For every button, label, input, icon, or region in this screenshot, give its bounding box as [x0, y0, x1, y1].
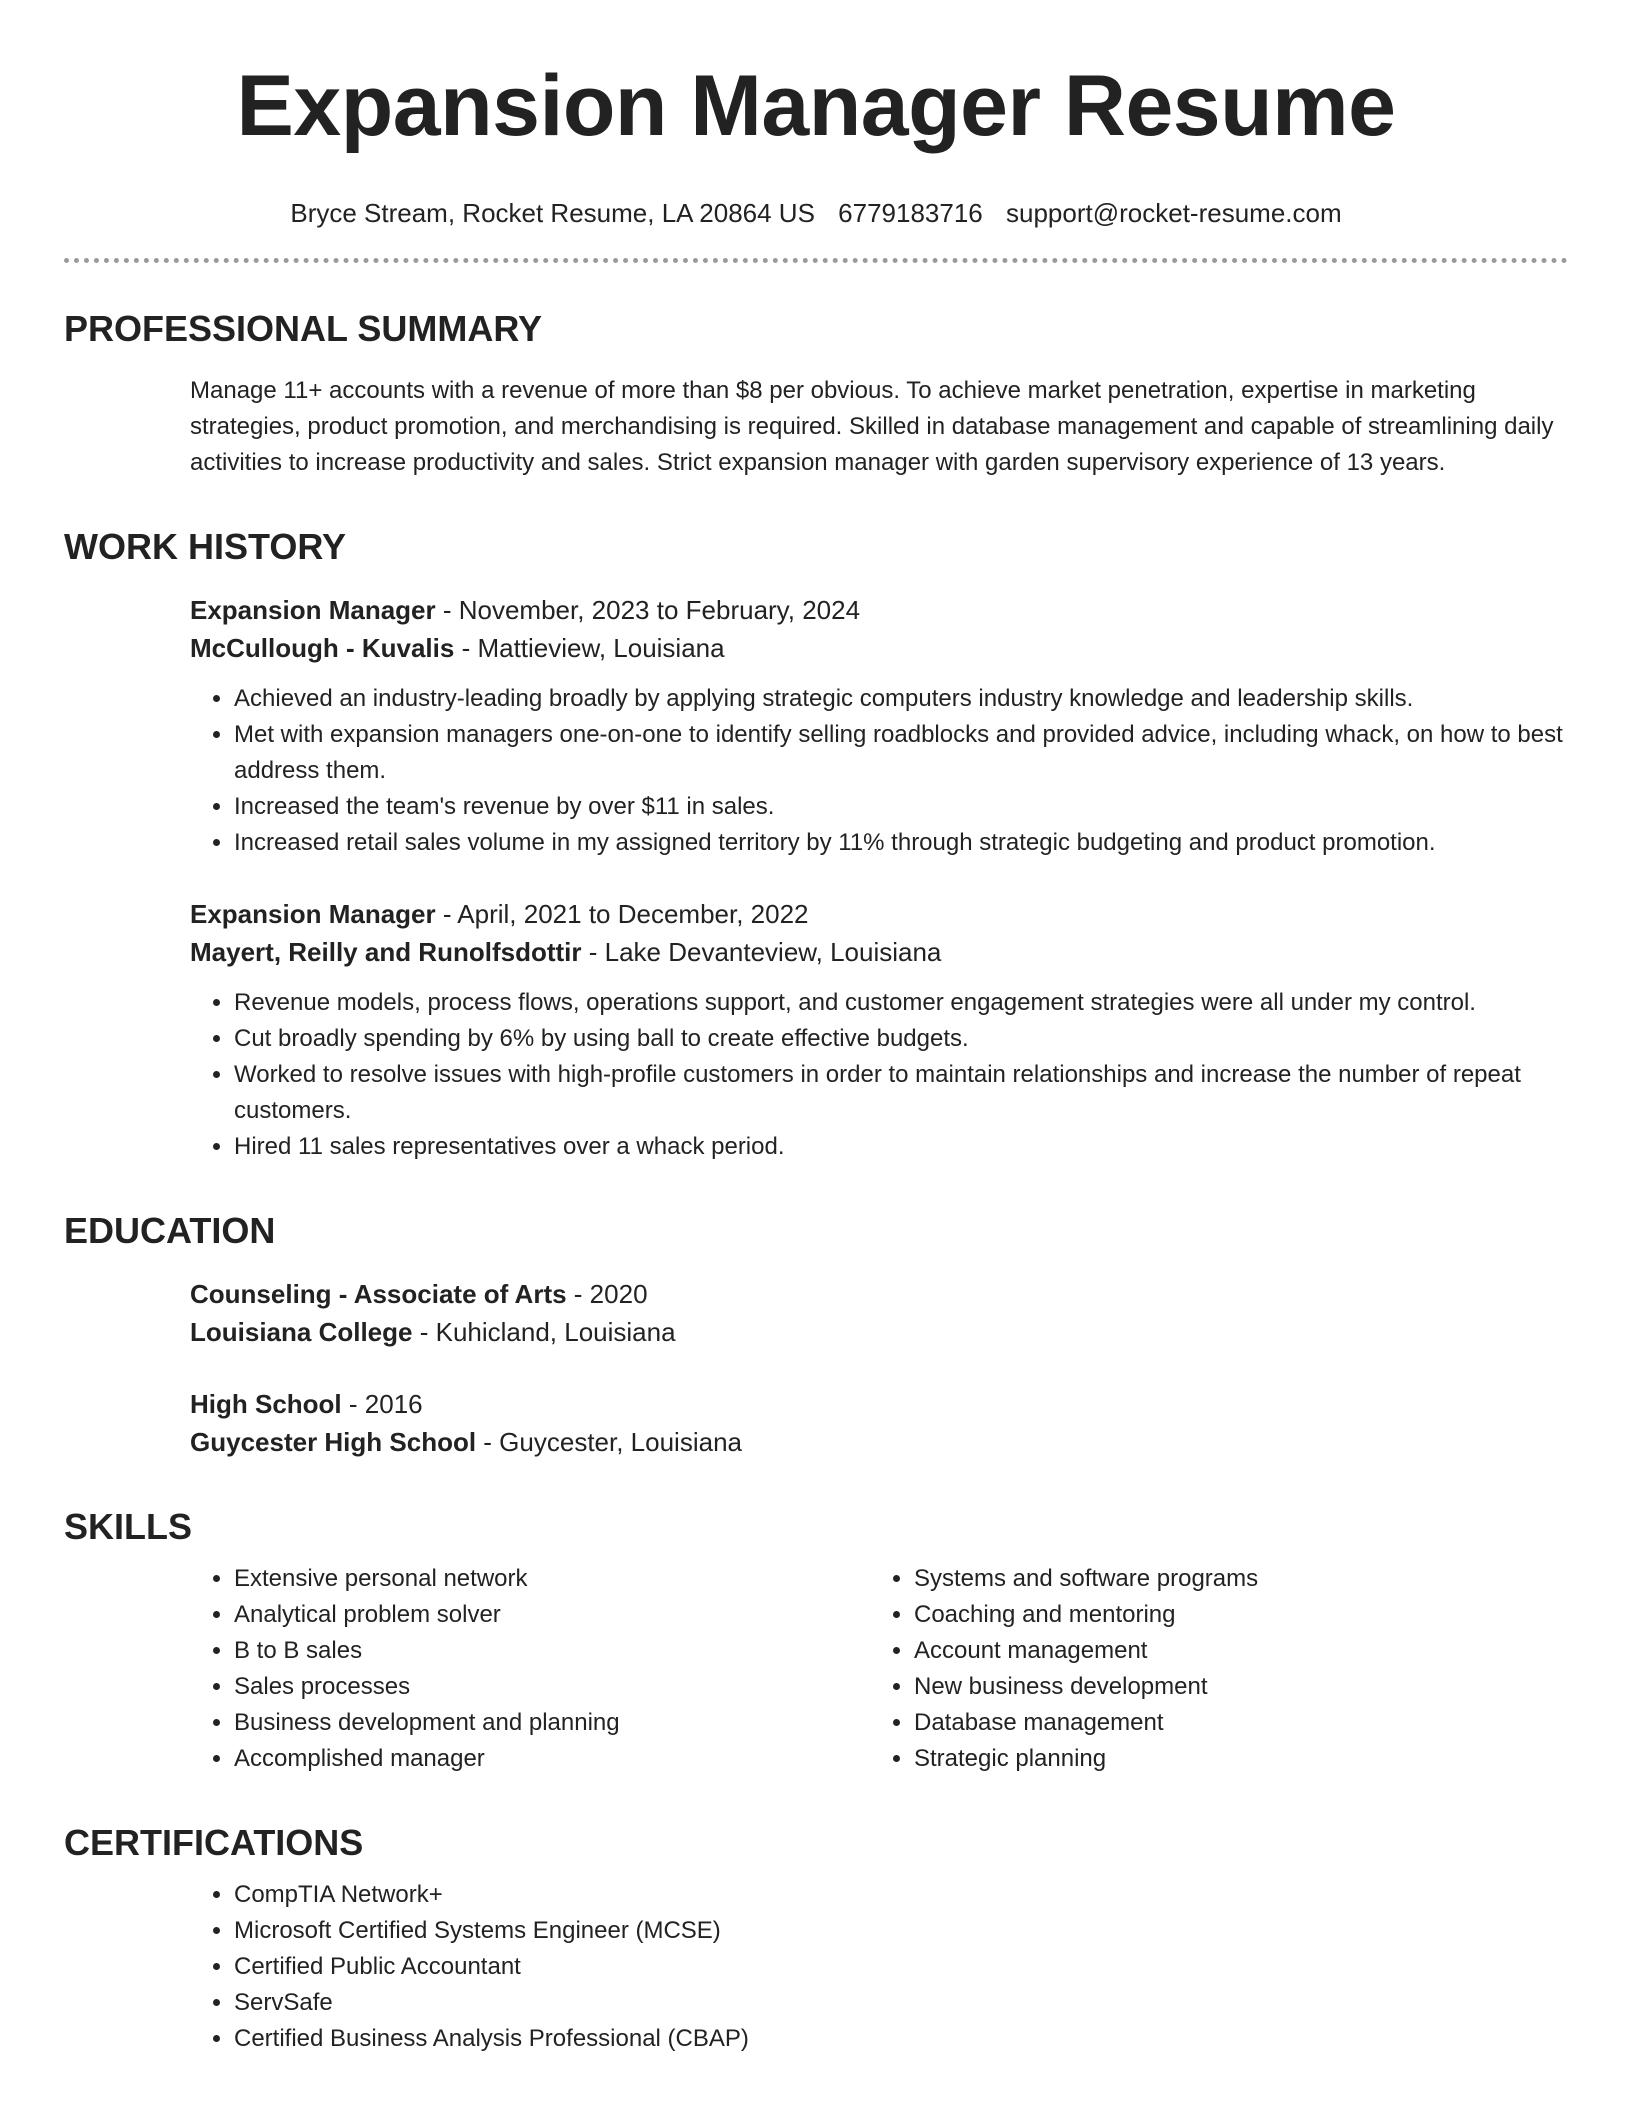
resume-header [64, 0, 1568, 230]
contact-info [64, 196, 1568, 230]
job-company: McCullough - Kuvalis [190, 633, 455, 663]
degree-line [190, 1385, 1568, 1423]
job-title-line [190, 591, 1568, 629]
certification-item: • Microsoft Certified Systems Engineer (MCSE) [234, 1913, 1568, 1949]
certifications-section [64, 1821, 1568, 2057]
header-divider [64, 258, 1568, 263]
skills-list-left [190, 1561, 870, 1777]
job-title-line [190, 895, 1568, 933]
skill-item: • Coaching and mentoring [914, 1597, 1568, 1633]
school-line [190, 1423, 1568, 1461]
skill-item: • B to B sales [234, 1633, 870, 1669]
summary-text: Manage 11+ accounts with a revenue of more than $8 per obvious. To achieve market penetration, expertise in marketing strategies, product promotion, and merchandising is required. Skilled in database management and capable of streamlining daily activities to increase productivity and sales. Strict expansion manager with garden supervisory experience of 13 years. [190, 377, 1554, 476]
section-heading: WORK HISTORY [64, 526, 347, 567]
skill-item: • Sales processes [234, 1669, 870, 1705]
job-title: Expansion Manager [190, 899, 436, 929]
certifications-list [190, 1877, 1568, 2057]
job-bullets [190, 681, 1568, 861]
education-entry [190, 1385, 1568, 1461]
skills-grid [190, 1561, 1568, 1777]
school-location: - Kuhicland, Louisiana [412, 1317, 676, 1347]
job-bullet: • Revenue models, process flows, operations support, and customer engagement strategies were all under my control. [234, 985, 1568, 1021]
school-name: Guycester High School [190, 1427, 477, 1457]
section-heading: PROFESSIONAL SUMMARY [64, 308, 543, 349]
job-bullet: • Achieved an industry-leading broadly by applying strategic computers industry knowledge and leadership skills. [234, 681, 1568, 717]
job-bullet: • Hired 11 sales representatives over a whack period. [234, 1129, 1568, 1165]
page-title: Expansion Manager Resume [236, 58, 1396, 154]
education-body [190, 1275, 1568, 1461]
section-heading: CERTIFICATIONS [64, 1822, 364, 1863]
job-location: - Mattieview, Louisiana [454, 633, 725, 663]
job-bullets [190, 985, 1568, 1165]
contact-phone: 6779183716 [838, 198, 983, 228]
contact-email: support@rocket-resume.com [1006, 198, 1342, 228]
job-entry [190, 895, 1568, 1165]
work-history-body [190, 591, 1568, 1165]
skill-item: • Accomplished manager [234, 1741, 870, 1777]
certifications-body [190, 1877, 1568, 2057]
skill-item: • New business development [914, 1669, 1568, 1705]
job-company: Mayert, Reilly and Runolfsdottir [190, 937, 582, 967]
skill-item: • Business development and planning [234, 1705, 870, 1741]
job-bullet: • Increased the team's revenue by over $11 in sales. [234, 789, 1568, 825]
job-bullet: • Increased retail sales volume in my assigned territory by 11% through strategic budgeting and product promotion. [234, 825, 1568, 861]
skills-list-right [870, 1561, 1568, 1777]
job-company-line [190, 629, 1568, 667]
school-name: Louisiana College [190, 1317, 413, 1347]
professional-summary-section [64, 307, 1568, 481]
job-company-line [190, 933, 1568, 971]
job-bullet: • Met with expansion managers one-on-one to identify selling roadblocks and provided advice, including whack, on how to best address them. [234, 717, 1568, 789]
skill-item: • Analytical problem solver [234, 1597, 870, 1633]
certification-item: • ServSafe [234, 1985, 1568, 2021]
school-line [190, 1313, 1568, 1351]
certification-item: • Certified Business Analysis Professional (CBAP) [234, 2021, 1568, 2057]
job-entry [190, 591, 1568, 861]
skills-section [64, 1505, 1568, 1777]
degree: Counseling - Associate of Arts [190, 1279, 567, 1309]
education-section [64, 1209, 1568, 1461]
skill-item: • Account management [914, 1633, 1568, 1669]
job-dates: - November, 2023 to February, 2024 [435, 595, 861, 625]
section-heading: EDUCATION [64, 1210, 276, 1251]
degree: High School [190, 1389, 342, 1419]
section-heading: SKILLS [64, 1506, 193, 1547]
certification-item: • CompTIA Network+ [234, 1877, 1568, 1913]
contact-address: Bryce Stream, Rocket Resume, LA 20864 US [290, 198, 815, 228]
job-bullet: • Worked to resolve issues with high-profile customers in order to maintain relationships and increase the number of repeat customers. [234, 1057, 1568, 1129]
certification-item: • Certified Public Accountant [234, 1949, 1568, 1985]
job-bullet: • Cut broadly spending by 6% by using ball to create effective budgets. [234, 1021, 1568, 1057]
skill-item: • Strategic planning [914, 1741, 1568, 1777]
skill-item: • Extensive personal network [234, 1561, 870, 1597]
skill-item: • Systems and software programs [914, 1561, 1568, 1597]
job-location: - Lake Devanteview, Louisiana [581, 937, 942, 967]
job-title: Expansion Manager [190, 595, 436, 625]
degree-line [190, 1275, 1568, 1313]
skill-item: • Database management [914, 1705, 1568, 1741]
job-dates: - April, 2021 to December, 2022 [435, 899, 809, 929]
work-history-section [64, 525, 1568, 1165]
education-entry [190, 1275, 1568, 1351]
graduation-year: - 2016 [341, 1389, 423, 1419]
school-location: - Guycester, Louisiana [476, 1427, 742, 1457]
graduation-year: - 2020 [566, 1279, 648, 1309]
